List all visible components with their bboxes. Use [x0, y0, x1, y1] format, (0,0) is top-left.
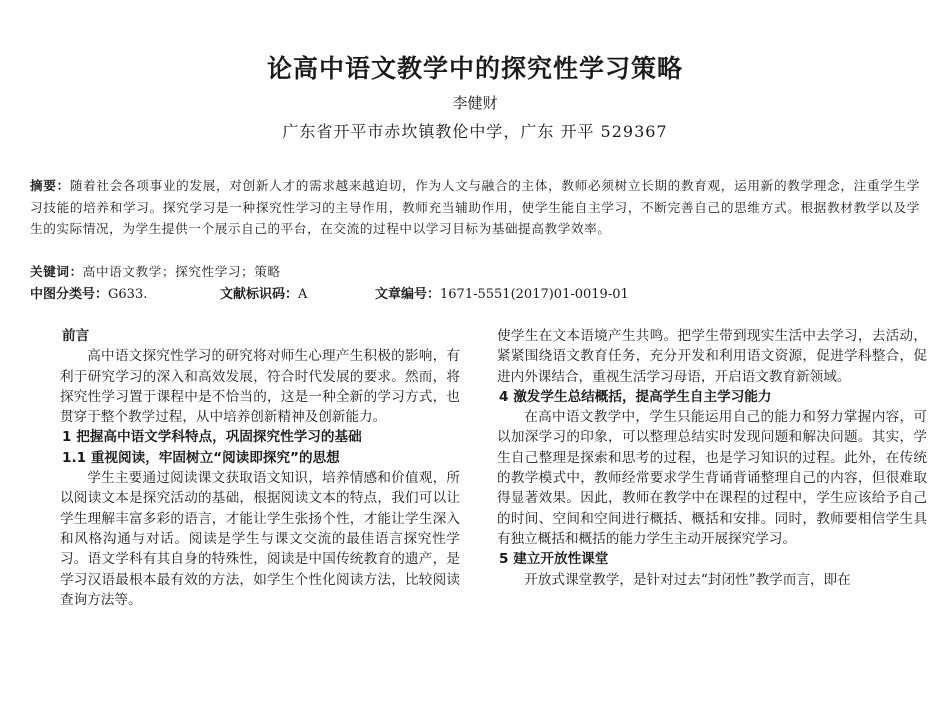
heading-section-1-1: 1.1 重视阅读，牢固树立“阅读即探究”的思想 — [62, 449, 340, 466]
article-metadata — [30, 285, 930, 305]
document-code — [220, 285, 375, 305]
paragraph-preface: 高中语文探究性学习的研究将对师生心理产生积极的影响，有利于研究学习的深入和高效发展，符合时代发展的要求。然而，将探究性学习置于课程中是不恰当的，这是一种全新的学习方式，也贯穿于整个教学过程，从中培养创新精神及创新能力。 — [60, 348, 460, 426]
heading-preface: 前言 — [62, 328, 90, 344]
keywords — [30, 262, 281, 282]
right-column — [497, 326, 927, 590]
clc-value: G633. — [108, 287, 148, 302]
doc-code-label: 文献标识码： — [220, 287, 299, 302]
heading-section-5: 5 建立开放性课堂 — [499, 551, 609, 568]
clc-number — [30, 285, 220, 305]
keywords-text: 高中语文教学；探究性学习；策略 — [82, 264, 281, 279]
doc-code-value: A — [298, 287, 308, 302]
left-column — [60, 326, 460, 610]
clc-label: 中图分类号： — [30, 287, 109, 302]
heading-section-4: 4 激发学生总结概括，提高学生自主学习能力 — [499, 388, 772, 405]
keywords-label: 关键词： — [30, 264, 83, 279]
article-no-label: 文章编号： — [375, 287, 441, 302]
abstract — [30, 175, 920, 240]
abstract-label: 摘要： — [30, 178, 70, 193]
paragraph-section-5: 开放式课堂教学，是针对过去“封闭性”教学而言，即在 — [524, 571, 851, 588]
article-number — [375, 285, 629, 305]
paragraph-section-1-1: 学生主要通过阅读课文获取语文知识，培养情感和价值观，所以阅读文本是探究活动的基础，根据阅读文本的特点，我们可以让学生理解丰富多彩的语言，才能让学生张扬个性，才能让学生深入和风格沟通与对话。阅读是学生与课文交流的最佳语言探究性学习。语文学科有其自身的特殊性，阅读是中国传统教育的遗产，是学习汉语最根本最有效的方法，如学生个性化阅读方法，比较阅读查询方法等。 — [60, 470, 460, 608]
article-no-value: 1671-5551(2017)01-0019-01 — [440, 287, 629, 302]
paragraph-section-4: 在高中语文教学中，学生只能运用自己的能力和努力掌握内容，可以加深学习的印象，可以整理总结实时发现问题和解决问题。其实，学生自己整理是探索和思考的过程，也是学习知识的过程。此外，在传统的教学模式中，教师经常要求学生背诵背诵整理自己的内容，但很难取得显著效果。因此，教师在教学中在课程的过程中，学生应该给予自己的时间、空间和空间进行概括、概括和安排。同时，教师要相信学生具有独立概括和概括的能力学生主动开展探究学习。 — [497, 409, 927, 547]
author-affiliation: 广东省开平市赤坎镇教伦中学，广东 开平 529367 — [282, 122, 668, 141]
paper-title: 论高中语文教学中的探究性学习策略 — [266, 54, 683, 83]
abstract-text: 随着社会各项事业的发展，对创新人才的需求越来越迫切，作为人文与融合的主体，教师必须树立长期的教育观，运用新的教学理念，注重学生学习技能的培养和学习。探究学习是一种探究性学习的主导作用，教师充当辅助作用，使学生能自主学习，不断完善自己的思维方式。根据教材教学以及学生的实际情况，为学生提供一个展示自己的平台，在交流的过程中以学习目标为基础提高教学效率。 — [30, 178, 920, 237]
heading-section-1: 1 把握高中语文学科特点，巩固探究性学习的基础 — [62, 429, 362, 446]
paragraph-continued: 使学生在文本语境产生共鸣。把学生带到现实生活中去学习，去活动，紧紧围绕语文教育任务，充分开发和利用语文资源，促进学科整合，促进内外课结合，重视生活学习母语，开启语文教育新领域。 — [497, 328, 927, 385]
author-name: 李健财 — [452, 94, 498, 112]
